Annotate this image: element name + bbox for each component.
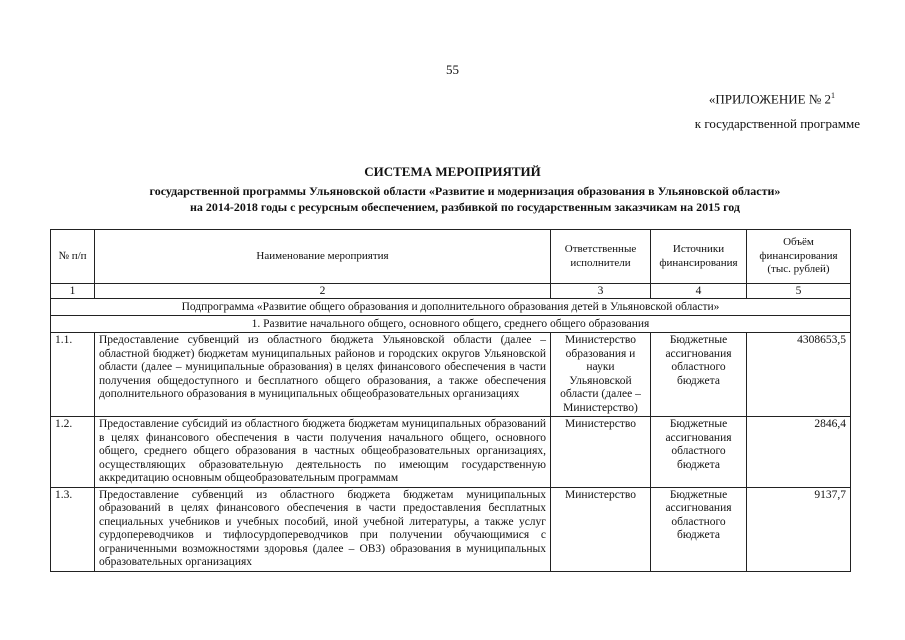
table-header-row — [51, 230, 851, 284]
appendix-label-text: «ПРИЛОЖЕНИЕ № 2 — [708, 91, 831, 107]
row-amount: 4308653,5 — [747, 333, 851, 417]
appendix-label — [709, 91, 835, 107]
header-volume: Объём финансирования (тыс. рублей) — [747, 230, 851, 284]
row-source: Бюджетные ассигнования областного бюджета — [651, 333, 747, 417]
column-number: 5 — [747, 284, 851, 299]
row-num: 1.1. — [51, 333, 95, 417]
page-number: 55 — [446, 62, 459, 77]
row-source: Бюджетные ассигнования областного бюджета — [651, 417, 747, 488]
column-number: 1 — [51, 284, 95, 299]
column-number: 3 — [551, 284, 651, 299]
column-number: 2 — [95, 284, 551, 299]
section-row — [51, 316, 851, 333]
section-title: 1. Развитие начального общего, основного общего, среднего общего образования — [51, 316, 851, 333]
column-number-row — [51, 284, 851, 299]
subprogram-title: Подпрограмма «Развитие общего образования и дополнительного образования детей в Ульяновской области» — [51, 299, 851, 316]
row-num: 1.3. — [51, 487, 95, 571]
table-row — [51, 333, 851, 417]
subprogram-row — [51, 299, 851, 316]
header-executors: Ответственные исполнители — [551, 230, 651, 284]
row-name: Предоставление субсидий из областного бюджета бюджетам муниципальных образований в целях финансового обеспечения в части получения начального общего, основного общего, среднего общего образования в частных общеобразовательных организациях, осуществляющих образовательную деятельность по имеющим государственную аккредитацию основным общеобразовательным программам — [95, 417, 551, 488]
row-amount: 9137,7 — [747, 487, 851, 571]
appendix-subtitle: к государственной программе — [694, 116, 860, 131]
header-name: Наименование мероприятия — [95, 230, 551, 284]
row-executor: Министерство — [551, 487, 651, 571]
subtitle-line-1: государственной программы Ульяновской области «Развитие и модернизация образования в Ульяновской области» — [149, 184, 781, 198]
row-executor: Министерство — [551, 417, 651, 488]
document-title: СИСТЕМА МЕРОПРИЯТИЙ — [364, 164, 541, 179]
column-number: 4 — [651, 284, 747, 299]
row-name: Предоставление субвенций из областного бюджета Ульяновской области (далее – областной бюджет) бюджетам муниципальных районов и городских округов Ульяновской области (далее – муниципальные образования) в целях финансового обеспечения в части получения общедоступного и бесплатного общего образования, а также обеспечения дополнительного образования в муниципальных общеобразовательных организациях — [95, 333, 551, 417]
appendix-superscript: 1 — [831, 91, 835, 100]
subtitle-line-2: на 2014-2018 годы с ресурсным обеспечением, разбивкой по государственным заказчикам на 2015 год — [190, 200, 740, 214]
table-row — [51, 487, 851, 571]
document-subtitle — [40, 183, 890, 215]
activities-table — [50, 229, 851, 572]
header-sources: Источники финансирования — [651, 230, 747, 284]
row-source: Бюджетные ассигнования областного бюджета — [651, 487, 747, 571]
row-executor: Министерство образования и науки Ульяновской области (далее – Министерство) — [551, 333, 651, 417]
table-row — [51, 417, 851, 488]
row-num: 1.2. — [51, 417, 95, 488]
header-num: № п/п — [51, 230, 95, 284]
row-amount: 2846,4 — [747, 417, 851, 488]
row-name: Предоставление субвенций из областного бюджета бюджетам муниципальных образований в целях финансового обеспечения в части предоставления бесплатных специальных учебников и учебных пособий, иной учебной литературы, а также услуг сурдопереводчиков и тифлосурдопереводчиков при получении обучающимися с ограниченными возможностями здоровья (далее – ОВЗ) образования в муниципальных образовательных организациях — [95, 487, 551, 571]
